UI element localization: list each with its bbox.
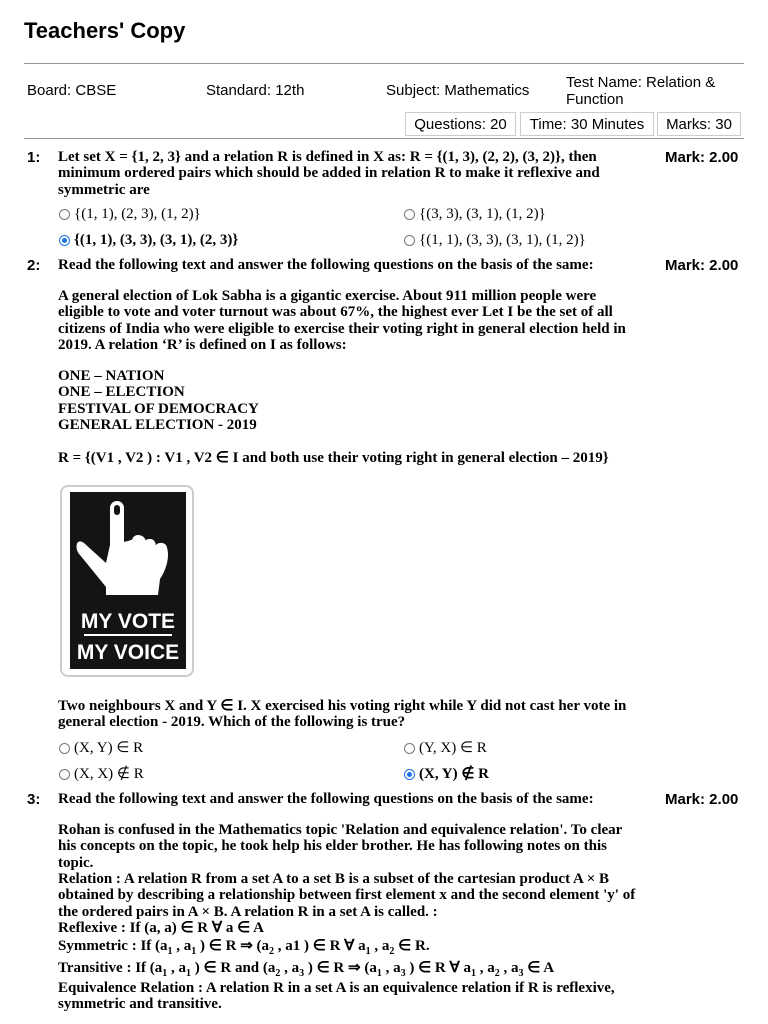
slogan-line: GENERAL ELECTION - 2019 <box>58 417 257 433</box>
question-passage: Rohan is confused in the Mathematics topic 'Relation and equivalence relation'. To clear his concepts on the topic, he took help his elder brother. He has following notes on this topic. <box>58 822 623 871</box>
slogan-line: FESTIVAL OF DEMOCRACY <box>58 401 259 417</box>
radio-button-selected[interactable] <box>59 235 70 246</box>
symmetric-note: Symmetric : If ($a_1$ , $a_1$ ) ∈ R ⇒ ($a_2$ , a1 ) ∈ R ∀ $a_1$ , $a_2$ ∈ R. <box>58 938 430 957</box>
option-c[interactable] <box>59 232 238 249</box>
radio-button[interactable] <box>59 743 70 754</box>
poster-text: MY VOICE <box>76 641 180 664</box>
question-mark: Mark: 2.00 <box>665 791 739 808</box>
slogan-line: ONE – ELECTION <box>58 384 185 400</box>
equivalence-note: Equivalence Relation : A relation R in a set A is an equivalence relation if R is reflexive, symmetric and transitive. <box>58 980 615 1013</box>
question-passage: A general election of Lok Sabha is a gigantic exercise. About 911 million people were eligible to vote and voter turnout was about 67%, the highest ever Let I be the set of all citizens of India who were eligible to exercise their voting right in general election held in 2019. A relation ‘R’ is defined on I as follows: <box>58 288 626 353</box>
radio-button[interactable] <box>404 209 415 220</box>
question-text: Let set X = {1, 2, 3} and a relation R is defined in X as: R = {(1, 3), (2, 2), (3, 2)}, then minimum ordered pairs which should be added in relation R to make it reflexive and symmetric are <box>58 149 600 198</box>
question-number: 3: <box>27 791 41 808</box>
question-intro: Read the following text and answer the following questions on the basis of the same: <box>58 791 594 807</box>
slogan-line: ONE – NATION <box>58 368 165 384</box>
option-text: (Y, X) ∈ R <box>419 740 487 756</box>
transitive-note: Transitive : If ($a_1$ , $a_1$ ) ∈ R and ($a_2$ , $a_3$ ) ∈ R ⇒ ($a_1$ , $a_3$ ) ∈ R ∀ $a_1$ , $a_2$ , $a_3$ ∈ A <box>58 960 555 979</box>
divider <box>24 138 744 139</box>
relation-note: Relation : A relation R from a set A to a set B is a subset of the cartesian product A × B obtained by describing a relationship between first element x and the second element 'y' of the ordered pairs in A × B. A relation R in a set A is called. : <box>58 871 636 920</box>
relation-definition: R = {(V1 , V2 ) : V1 , V2 ∈ I and both use their voting right in general election – 2019} <box>58 450 609 466</box>
radio-button[interactable] <box>404 235 415 246</box>
option-text: (X, Y) ∉ R <box>419 766 489 782</box>
option-c[interactable] <box>59 766 144 783</box>
vote-poster-graphic <box>62 487 192 675</box>
reflexive-note: Reflexive : If (a, a) ∈ R ∀ a ∈ A <box>58 920 264 936</box>
option-text: {(1, 1), (3, 3), (3, 1), (2, 3)} <box>74 232 239 248</box>
page-title: Teachers' Copy <box>24 18 186 43</box>
radio-button[interactable] <box>404 743 415 754</box>
marks-badge: Marks: 30 <box>657 112 741 136</box>
divider <box>24 63 744 64</box>
option-d[interactable] <box>404 232 586 249</box>
questions-count-badge: Questions: 20 <box>405 112 516 136</box>
radio-button[interactable] <box>59 769 70 780</box>
option-b[interactable] <box>404 206 546 223</box>
standard-label: Standard: 12th <box>206 82 305 99</box>
option-b[interactable] <box>404 740 487 757</box>
time-badge: Time: 30 Minutes <box>520 112 654 136</box>
option-text: (X, Y) ∈ R <box>74 740 144 756</box>
radio-button-selected[interactable] <box>404 769 415 780</box>
question-intro: Read the following text and answer the following questions on the basis of the same: <box>58 257 594 273</box>
option-a[interactable] <box>59 206 201 223</box>
option-text: {(1, 1), (3, 3), (3, 1), (1, 2)} <box>419 232 586 248</box>
poster-text: MY VOTE <box>80 610 176 633</box>
board-label: Board: CBSE <box>27 82 117 99</box>
vote-poster-image <box>60 485 194 677</box>
option-text: (X, X) ∉ R <box>74 766 144 782</box>
question-mark: Mark: 2.00 <box>665 257 739 274</box>
ink-mark <box>114 505 120 515</box>
option-d[interactable] <box>404 766 489 783</box>
question-mark: Mark: 2.00 <box>665 149 739 166</box>
test-name-label: Test Name: Relation & Function <box>566 74 716 108</box>
question-number: 1: <box>27 149 41 166</box>
radio-button[interactable] <box>59 209 70 220</box>
option-text: {(1, 1), (2, 3), (1, 2)} <box>74 206 201 222</box>
question-number: 2: <box>27 257 41 274</box>
question-text: Two neighbours X and Y ∈ I. X exercised his voting right while Y did not cast her vote in general election - 2019. Which of the following is true? <box>58 698 627 731</box>
option-text: {(3, 3), (3, 1), (1, 2)} <box>419 206 546 222</box>
option-a[interactable] <box>59 740 143 757</box>
subject-label: Subject: Mathematics <box>386 82 530 99</box>
